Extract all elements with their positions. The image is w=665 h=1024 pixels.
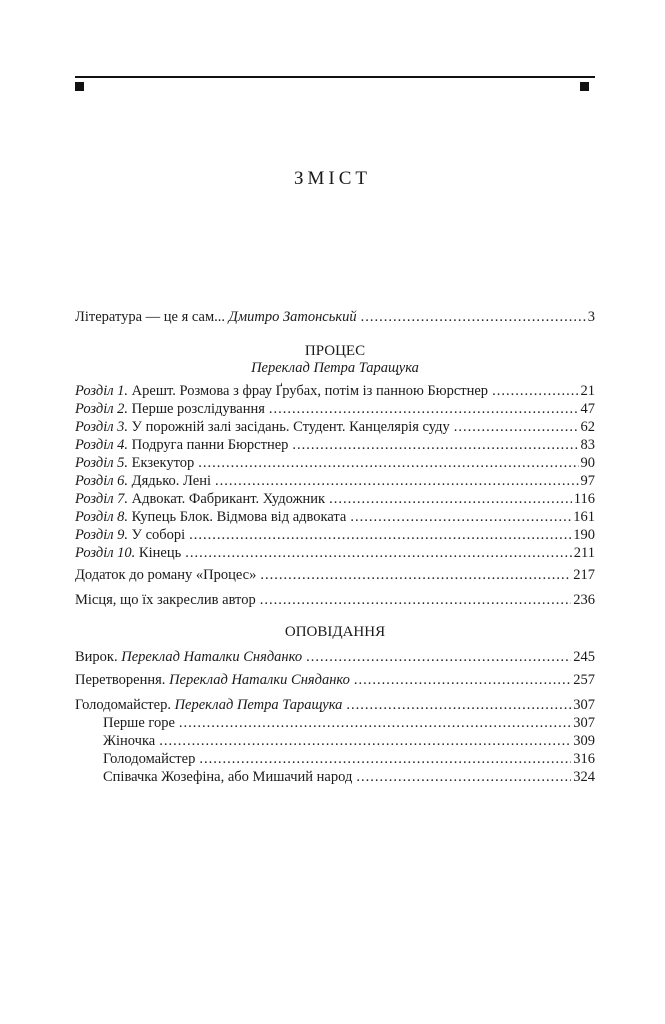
page-number: 307 — [573, 697, 595, 713]
leader-dots — [329, 490, 572, 508]
chapter-title: Адвокат. Фабрикант. Художник — [131, 491, 326, 507]
toc-entry — [75, 696, 595, 714]
chapter-row — [75, 400, 595, 418]
chapter-title: У порожній залі засідань. Студент. Канцелярія суду — [131, 419, 450, 435]
chapter-title: Перше розслідування — [131, 401, 265, 417]
section-translator-process: Переклад Петра Таращука — [251, 360, 419, 376]
section-heading-process: ПРОЦЕС — [304, 343, 366, 359]
page-number: 83 — [580, 437, 595, 453]
chapter-label: Розділ 1. — [75, 383, 129, 399]
chapter-label: Розділ 2. — [75, 401, 129, 417]
leader-dots — [260, 566, 571, 584]
leader-dots — [346, 696, 571, 714]
chapter-title: Кінець — [138, 545, 182, 561]
entry-title: Перше горе — [103, 715, 175, 731]
chapter-label: Розділ 3. — [75, 419, 129, 435]
page-number: 217 — [573, 567, 595, 583]
chapter-row — [75, 418, 595, 436]
page-title: ЗМІСТ — [293, 168, 372, 189]
entry-title: Вирок. — [75, 649, 118, 665]
toc-chapters — [75, 382, 595, 562]
page-number: 316 — [573, 751, 595, 767]
chapter-row — [75, 526, 595, 544]
page-number: 309 — [573, 733, 595, 749]
toc-verdict — [75, 648, 595, 666]
chapter-label: Розділ 7. — [75, 491, 129, 507]
page-number: 245 — [573, 649, 595, 665]
toc-entry — [75, 671, 595, 689]
toc-entry — [75, 566, 595, 584]
page-number: 236 — [573, 592, 595, 608]
sub-entry — [75, 750, 595, 768]
leader-dots — [260, 591, 572, 609]
chapter-title: Екзекутор — [131, 455, 195, 471]
page-number: 161 — [573, 509, 595, 525]
leader-dots — [306, 648, 571, 666]
toc-hunger-artist — [75, 696, 595, 786]
chapter-title: Арешт. Розмова з фрау Ґрубах, потім із панною Бюрстнер — [131, 383, 489, 399]
chapter-row — [75, 544, 595, 562]
chapter-row — [75, 382, 595, 400]
toc-entry — [75, 648, 595, 666]
chapter-label: Розділ 10. — [75, 545, 136, 561]
header-square-right — [580, 82, 589, 91]
page-number: 47 — [580, 401, 595, 417]
page-number: 116 — [573, 491, 595, 507]
sub-entry — [75, 768, 595, 786]
section-heading-stories: ОПОВІДАННЯ — [284, 624, 386, 640]
entry-title: Жіночка — [103, 733, 156, 749]
entry-title: Література — це я сам... — [75, 309, 225, 325]
header-rule — [75, 76, 595, 78]
leader-dots — [361, 308, 586, 326]
chapter-title: Подруга панни Бюрстнер — [131, 437, 289, 453]
leader-dots — [492, 382, 578, 400]
page-number: 62 — [580, 419, 595, 435]
entry-translator: Переклад Наталки Сняданко — [121, 649, 303, 665]
chapter-label: Розділ 9. — [75, 527, 129, 543]
chapter-label: Розділ 5. — [75, 455, 129, 471]
toc-appendix — [75, 566, 595, 584]
toc-entry — [75, 308, 595, 326]
page-number: 211 — [573, 545, 595, 561]
page-number: 190 — [573, 527, 595, 543]
entry-author: Дмитро Затонський — [228, 309, 357, 325]
chapter-title: Дядько. Лені — [131, 473, 211, 489]
entry-title: Перетворення. — [75, 672, 166, 688]
header-square-left — [75, 82, 84, 91]
leader-dots — [215, 472, 579, 490]
chapter-row — [75, 472, 595, 490]
sub-entry — [75, 732, 595, 750]
page-number: 97 — [580, 473, 595, 489]
page-number: 21 — [580, 383, 595, 399]
entry-title: Голодомайстер — [103, 751, 196, 767]
chapter-label: Розділ 6. — [75, 473, 129, 489]
page-number: 307 — [573, 715, 595, 731]
chapter-row — [75, 436, 595, 454]
entry-title: Місця, що їх закреслив автор — [75, 592, 256, 608]
chapter-row — [75, 490, 595, 508]
leader-dots — [179, 714, 571, 732]
entry-translator: Переклад Наталки Сняданко — [169, 672, 350, 688]
leader-dots — [269, 400, 579, 418]
leader-dots — [199, 750, 571, 768]
leader-dots — [185, 544, 572, 562]
leader-dots — [189, 526, 571, 544]
leader-dots — [454, 418, 579, 436]
entry-title: Голодомайстер. — [75, 697, 171, 713]
chapter-title: У соборі — [131, 527, 186, 543]
chapter-title: Купець Блок. Відмова від адвоката — [131, 509, 347, 525]
entry-title: Співачка Жозефіна, або Мишачий народ — [103, 769, 353, 785]
toc-intro — [75, 308, 595, 326]
chapter-label: Розділ 8. — [75, 509, 129, 525]
leader-dots — [159, 732, 571, 750]
leader-dots — [354, 671, 571, 689]
sub-entry — [75, 714, 595, 732]
leader-dots — [198, 454, 578, 472]
chapter-row — [75, 454, 595, 472]
entry-translator: Переклад Петра Таращука — [174, 697, 343, 713]
entry-title: Додаток до роману «Процес» — [75, 567, 257, 583]
leader-dots — [356, 768, 571, 786]
page-number: 3 — [587, 309, 595, 325]
page-number: 90 — [580, 455, 595, 471]
toc-metamorphosis — [75, 671, 595, 689]
toc-deleted — [75, 591, 595, 609]
chapter-label: Розділ 4. — [75, 437, 129, 453]
leader-dots — [350, 508, 571, 526]
chapter-row — [75, 508, 595, 526]
page-number: 257 — [573, 672, 595, 688]
page-number: 324 — [573, 769, 595, 785]
leader-dots — [292, 436, 578, 454]
toc-entry — [75, 591, 595, 609]
